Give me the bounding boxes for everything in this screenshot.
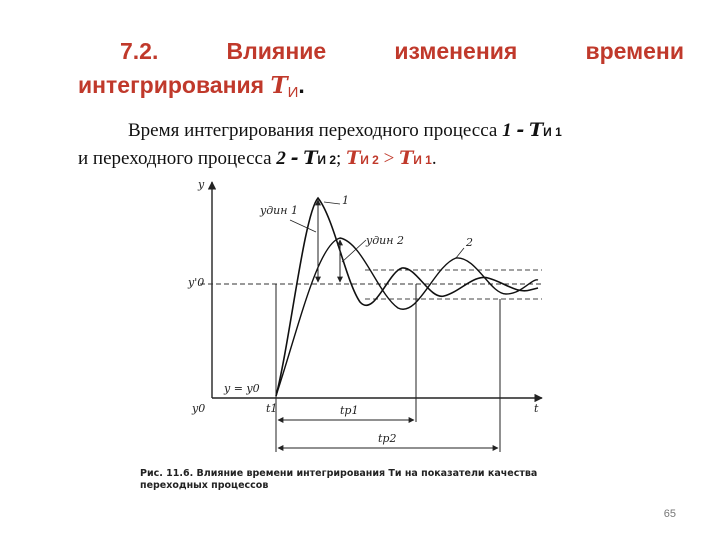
ydin2-label: yдин 2	[366, 234, 405, 247]
paragraph-text-2: и переходного процесса	[78, 148, 272, 169]
t1-label: t1	[266, 402, 278, 415]
description-paragraph	[78, 117, 688, 173]
process-2-symbol: T	[303, 147, 318, 169]
figure-caption: Рис. 11.6. Влияние времени интегрирования Tи на показатели качества переходных процессов	[140, 468, 538, 491]
transient-response-plot	[140, 172, 600, 462]
tp2-label: tр2	[378, 432, 397, 445]
heading-word-integration: интегрирования	[78, 72, 265, 98]
y-axis-label: y	[198, 178, 205, 191]
compare-symbol-a: T	[346, 147, 361, 169]
heading-word-change: изменения	[394, 38, 518, 64]
y0-label: y0	[192, 402, 206, 415]
compare-operator: >	[383, 148, 395, 169]
ydin1-label: yдин 1	[260, 204, 299, 217]
heading-line-1	[78, 34, 684, 68]
process-2-dash: -	[290, 147, 299, 169]
y0-prime-label: y'0	[188, 276, 205, 289]
paragraph-line-1	[78, 117, 688, 145]
paragraph-text-1: Время интегрирования переходного процесса	[128, 120, 498, 141]
curve1-leader	[324, 202, 340, 204]
page-number: 65	[663, 508, 676, 520]
heading-symbol: T	[270, 72, 288, 99]
y-equals-y0-label: y = y0	[224, 382, 260, 395]
compare-sub-a: И 2	[360, 153, 379, 167]
heading-word-section: 7.2.	[120, 38, 159, 64]
curve2-leader	[456, 248, 464, 258]
heading-word-influence: Влияние	[226, 38, 327, 64]
curve-2-path	[276, 238, 538, 396]
process-1-dash: -	[516, 119, 525, 141]
heading-word-time: времени	[585, 38, 684, 64]
process-2-number: 2	[276, 148, 286, 169]
paragraph-end-dot: .	[431, 148, 437, 169]
process-1-number: 1	[502, 120, 512, 141]
t-axis-label: t	[534, 402, 539, 415]
transient-response-figure	[140, 172, 600, 502]
slide-heading	[78, 34, 684, 110]
process-1-symbol-sub: И 1	[543, 125, 562, 139]
curve-1-path	[276, 198, 538, 396]
ydin1-leader	[290, 220, 316, 232]
paragraph-semicolon: ;	[336, 148, 342, 169]
curve-1-label: 1	[342, 194, 349, 207]
process-2-symbol-sub: И 2	[317, 153, 337, 167]
heading-line-2	[78, 68, 684, 110]
tp1-label: tр1	[340, 404, 359, 417]
compare-sub-b: И 1	[413, 153, 432, 167]
compare-symbol-b: T	[399, 147, 414, 169]
heading-symbol-sub: И	[287, 84, 299, 101]
curve-2-label: 2	[466, 236, 473, 249]
paragraph-line-2	[78, 145, 688, 173]
process-1-symbol: T	[528, 119, 544, 141]
heading-dot: .	[298, 72, 305, 98]
